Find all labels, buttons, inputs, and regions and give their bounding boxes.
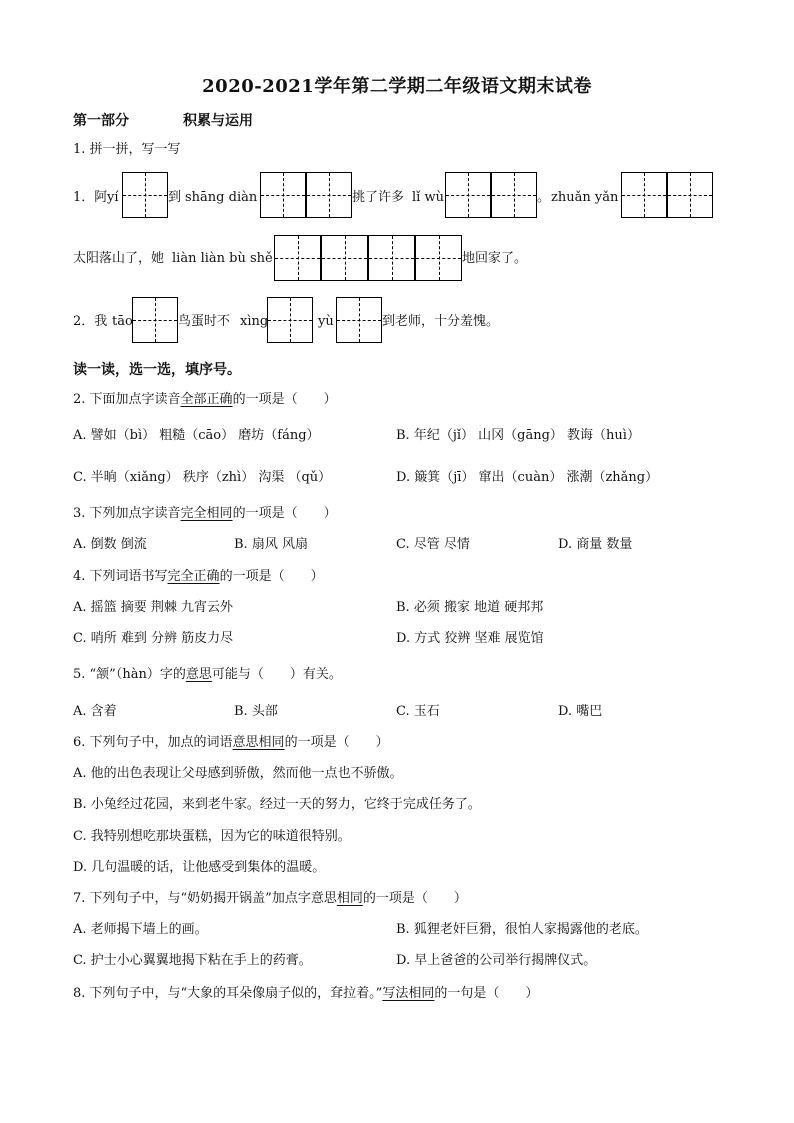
q1-pinyin-lianlianbushe: liàn liàn bù shě [172,251,273,266]
q4-stem: 4. 下列词语书写完全正确的一项是（ ） [73,569,324,584]
q1-text: 挑了许多 [352,190,405,205]
writing-box[interactable] [132,297,178,343]
q3-option-c[interactable]: C. 尽管 尽情 [396,537,470,552]
q1-pinyin-zhuanyan: zhuǎn yǎn [551,190,619,205]
q7-option-a[interactable]: A. 老师揭下墙上的画。 [73,922,208,937]
q7-option-b[interactable]: B. 狐狸老奸巨猾，很怕人家揭露他的老底。 [396,922,648,937]
writing-box[interactable] [321,235,368,281]
q3-option-d[interactable]: D. 商量 数量 [558,537,633,552]
q1-text: 太阳落山了，她 [73,251,165,266]
q7-stem: 7. 下列句子中，与“奶奶揭开锅盖”加点字意思相同的一项是（ ） [73,891,467,906]
writing-box[interactable] [445,172,491,218]
q1-text: 鸟蛋时不 [178,314,231,329]
q2-option-a[interactable]: A. 譬如（bì） 粗糙（cāo） 磨坊（fáng） [73,428,320,443]
q3-stem: 3. 下列加点字读音完全相同的一项是（ ） [73,506,337,521]
q7-option-d[interactable]: D. 早上爸爸的公司举行揭牌仪式。 [396,953,597,968]
writing-box[interactable] [267,297,313,343]
q1-text: 到 [168,190,182,205]
q7-option-c[interactable]: C. 护士小心翼翼地揭下粘在手上的药膏。 [73,953,312,968]
q1-pinyin-yu: yù [318,314,334,329]
q2-option-c[interactable]: C. 半晌（xiǎng） 秩序（zhì） 沟渠 （qǔ） [73,470,332,485]
q5-option-b[interactable]: B. 头部 [234,704,278,719]
part-name: 积累与运用 [183,113,253,129]
q1-heading: 1. 拼一拼，写一写 [73,142,181,157]
q4-option-b[interactable]: B. 必须 搬家 地道 硬邦邦 [396,600,544,615]
writing-box[interactable] [368,235,415,281]
q4-option-a[interactable]: A. 摇篮 摘要 荆棘 九宵云外 [73,600,234,615]
q1-line3-num: 2．我 [73,314,108,329]
writing-box[interactable] [621,172,667,218]
writing-box[interactable] [667,172,713,218]
q5-option-d[interactable]: D. 嘴巴 [558,704,603,719]
q8-stem: 8. 下列句子中，与“大象的耳朵像扇子似的，耷拉着。”写法相同的一句是（ ） [73,986,539,1001]
q1-text: 。 [537,190,551,205]
writing-box[interactable] [122,172,168,218]
q5-stem: 5. “颔”（hàn）字的意思可能与（ ）有关。 [73,667,342,682]
q4-option-d[interactable]: D. 方式 狡辨 坚难 展览馆 [396,631,544,646]
q1-line1-num: 1．阿 [73,190,108,205]
q6-stem: 6. 下列句子中，加点的词语意思相同的一项是（ ） [73,735,389,750]
page-title: 2020-2021学年第二学期二年级语文期末试卷 [202,76,592,97]
writing-box[interactable] [306,172,352,218]
q1-pinyin-tao: tāo [112,314,133,329]
q1-pinyin-shangdian: shāng diàn [185,190,258,205]
q6-option-a[interactable]: A. 他的出色表现让父母感到骄傲，然而他一点也不骄傲。 [73,766,403,781]
q1-pinyin-liwu: lǐ wù [412,190,444,205]
q3-option-a[interactable]: A. 倒数 倒流 [73,537,147,552]
q6-option-d[interactable]: D. 几句温暖的话，让他感受到集体的温暖。 [73,860,326,875]
q1-text: 到老师，十分羞愧。 [382,314,500,329]
writing-box[interactable] [336,297,382,343]
q6-option-c[interactable]: C. 我特别想吃那块蛋糕，因为它的味道很特别。 [73,829,351,844]
section-heading: 读一读，选一选，填序号。 [73,362,241,378]
part-label: 第一部分 [73,113,129,129]
q2-option-d[interactable]: D. 簸箕（jī） 窜出（cuàn） 涨潮（zhǎng） [396,470,659,485]
writing-box[interactable] [415,235,462,281]
writing-box[interactable] [260,172,306,218]
q5-option-c[interactable]: C. 玉石 [396,704,440,719]
q6-option-b[interactable]: B. 小兔经过花园，来到老牛家。经过一天的努力，它终于完成任务了。 [73,797,481,812]
q1-pinyin-xing: xìng [240,314,269,329]
q2-stem: 2. 下面加点字读音全部正确的一项是（ ） [73,392,337,407]
q5-option-a[interactable]: A. 含着 [73,704,117,719]
writing-box[interactable] [491,172,537,218]
writing-box[interactable] [274,235,321,281]
q1-text: 地回家了。 [462,251,528,266]
q2-option-b[interactable]: B. 年纪（jǐ） 山冈（gāng） 教诲（huì） [396,428,640,443]
q3-option-b[interactable]: B. 扇风 风扇 [234,537,308,552]
q1-pinyin-yi: yí [107,190,119,205]
q4-option-c[interactable]: C. 哨所 难到 分辨 筋皮力尽 [73,631,234,646]
